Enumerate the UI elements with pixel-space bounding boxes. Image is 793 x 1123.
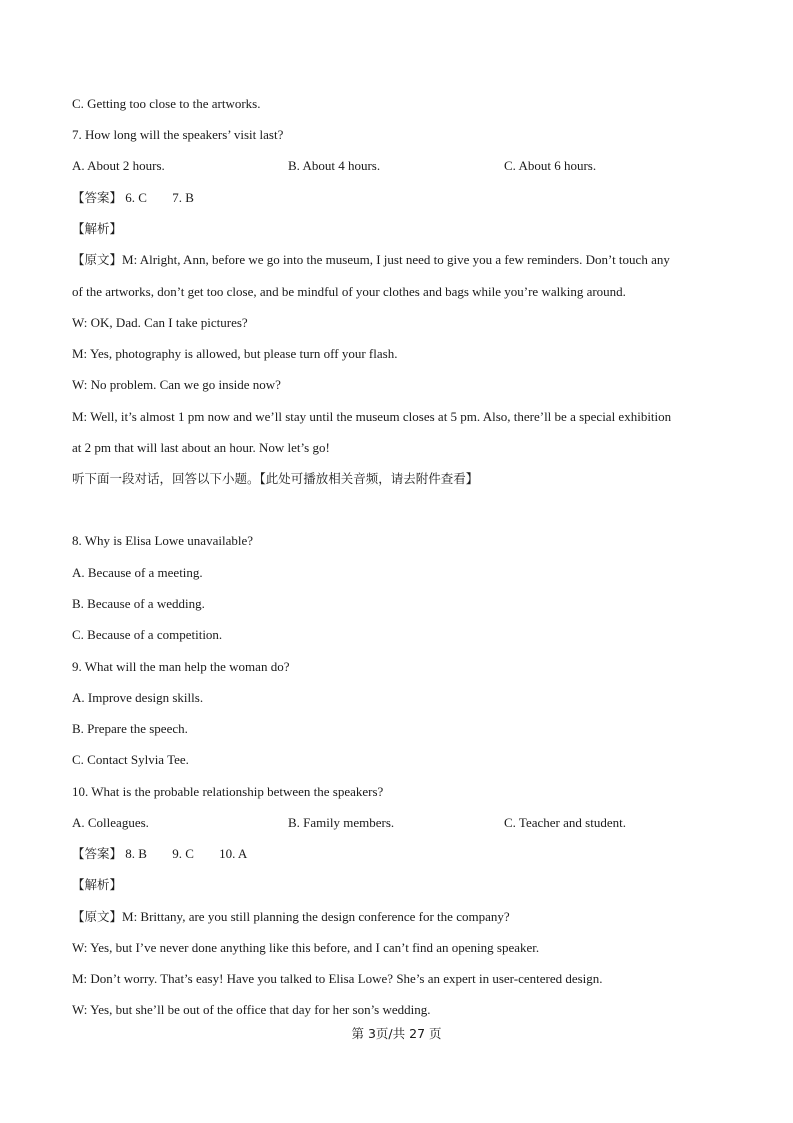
q10-option-a: A. Colleagues. bbox=[72, 815, 149, 830]
answer-10: 10. A bbox=[219, 846, 248, 861]
transcript-1-line-6: M: Well, it’s almost 1 pm now and we’ll stay until the museum closes at 5 pm. Also, there’ll be a special exhibition bbox=[72, 409, 672, 424]
transcript-2-line-4: W: Yes, but she’ll be out of the office that day for her son’s wedding. bbox=[72, 1002, 431, 1017]
transcript-1-line-3: W: OK, Dad. Can I take pictures? bbox=[72, 315, 248, 330]
q9-question: 9. What will the man help the woman do? bbox=[72, 659, 290, 674]
analysis-tag-1: 【解析】 bbox=[72, 221, 123, 236]
answer-tag: 【答案】 bbox=[72, 846, 123, 861]
transcript-2-line-1: 【原文】M: Brittany, are you still planning the design conference for the company? bbox=[72, 909, 510, 924]
q7-options bbox=[72, 158, 722, 174]
q10-options bbox=[72, 815, 722, 831]
transcript-1-line-5: W: No problem. Can we go inside now? bbox=[72, 377, 281, 392]
transcript-1-line-1: 【原文】M: Alright, Ann, before we go into the museum, I just need to give you a few reminders. Don’t touch any bbox=[72, 252, 670, 267]
answer-8: 8. B bbox=[125, 846, 147, 861]
answer-9: 9. C bbox=[172, 846, 194, 861]
q8-question: 8. Why is Elisa Lowe unavailable? bbox=[72, 533, 253, 548]
transcript-tag: 【原文】 bbox=[72, 252, 123, 267]
answer-7: 7. B bbox=[172, 190, 194, 205]
transcript-2-line-2: W: Yes, but I’ve never done anything like this before, and I can’t find an opening speaker. bbox=[72, 940, 540, 955]
q9-option-c: C. Contact Sylvia Tee. bbox=[72, 752, 189, 767]
q8-option-b: B. Because of a wedding. bbox=[72, 596, 205, 611]
page-footer: 第 3页/共 27 页 bbox=[351, 1026, 442, 1041]
transcript-1-line-4: M: Yes, photography is allowed, but please turn off your flash. bbox=[72, 346, 398, 361]
q6-option-c: C. Getting too close to the artworks. bbox=[72, 96, 261, 111]
transcript-2-line-3: M: Don’t worry. That’s easy! Have you talked to Elisa Lowe? She’s an expert in user-centered design. bbox=[72, 971, 603, 986]
q7-question: 7. How long will the speakers’ visit last? bbox=[72, 127, 284, 142]
transcript-1-line-2: of the artworks, don’t get too close, and be mindful of your clothes and bags while you’re walking around. bbox=[72, 284, 626, 299]
q7-option-c: C. About 6 hours. bbox=[504, 158, 597, 173]
q7-option-a: A. About 2 hours. bbox=[72, 158, 165, 173]
q8-option-a: A. Because of a meeting. bbox=[72, 565, 203, 580]
q9-option-b: B. Prepare the speech. bbox=[72, 721, 188, 736]
q8-option-c: C. Because of a competition. bbox=[72, 627, 223, 642]
answer-tag: 【答案】 bbox=[72, 190, 123, 205]
answer-6: 6. C bbox=[125, 190, 147, 205]
listening-instruction: 听下面一段对话，回答以下小题。【此处可播放相关音频，请去附件查看】 bbox=[72, 471, 479, 486]
answers-row-2 bbox=[72, 846, 247, 862]
q10-question: 10. What is the probable relationship between the speakers? bbox=[72, 784, 384, 799]
transcript-tag: 【原文】 bbox=[72, 909, 123, 924]
answers-row-1 bbox=[72, 190, 194, 206]
transcript-1-line-7: at 2 pm that will last about an hour. Now let’s go! bbox=[72, 440, 330, 455]
q9-option-a: A. Improve design skills. bbox=[72, 690, 204, 705]
q7-option-b: B. About 4 hours. bbox=[288, 158, 381, 173]
q10-option-c: C. Teacher and student. bbox=[504, 815, 626, 830]
q10-option-b: B. Family members. bbox=[288, 815, 395, 830]
analysis-tag-2: 【解析】 bbox=[72, 877, 123, 892]
